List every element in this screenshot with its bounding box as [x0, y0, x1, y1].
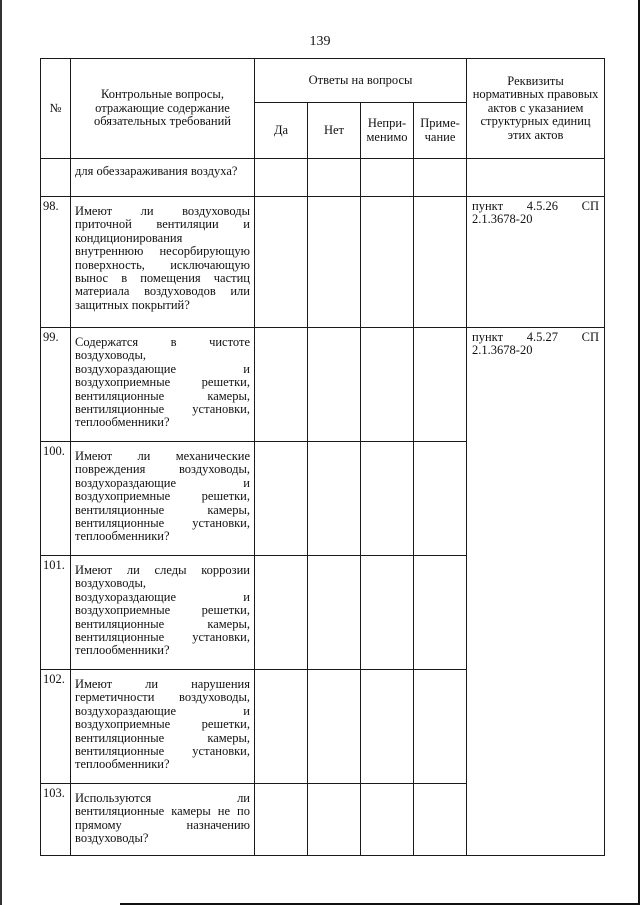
checklist-table: [40, 58, 605, 856]
answer-no-cell[interactable]: [308, 328, 361, 442]
header-requisites: Реквизиты нормативных правовых актов с указанием структурных единиц этих актов: [467, 59, 605, 159]
header-yes: Да: [255, 103, 308, 159]
answer-not-applicable-cell[interactable]: [361, 784, 414, 856]
answer-note-cell[interactable]: [414, 556, 467, 670]
answer-yes-cell[interactable]: [255, 328, 308, 442]
question-text: Имеют ли воздуховоды приточной вентиляции и кондиционирования внутреннюю несорбирующую поверхность, исключающую вынос в помещения частиц материала воздуховодов или защитных покрытий?: [71, 197, 255, 328]
question-text: Содержатся в чистоте воздуховоды, воздухораздающие и воздухоприемные решетки, вентиляционные камеры, вентиляционные установки, теплообменники?: [71, 328, 255, 442]
header-answers: Ответы на вопросы: [255, 59, 467, 103]
row-number: 99.: [41, 328, 71, 442]
question-text: Используются ли вентиляционные камеры не по прямому назначению воздуховоды?: [71, 784, 255, 856]
question-text: Имеют ли нарушения герметичности воздуховоды, воздухораздающие и воздухоприемные решетки, вентиляционные камеры, вентиляционные установки, теплообменники?: [71, 670, 255, 784]
row-number: 102.: [41, 670, 71, 784]
row-number: 98.: [41, 197, 71, 328]
answer-not-applicable-cell[interactable]: [361, 670, 414, 784]
answer-no-cell[interactable]: [308, 784, 361, 856]
answer-not-applicable-cell[interactable]: [361, 442, 414, 556]
question-text: Имеют ли механические повреждения воздуховоды, воздухораздающие и воздухоприемные решетки, вентиляционные камеры, вентиляционные установки, теплообменники?: [71, 442, 255, 556]
header-no: Нет: [308, 103, 361, 159]
answer-not-applicable-cell[interactable]: [361, 556, 414, 670]
row-number: 103.: [41, 784, 71, 856]
header-note: Приме- чание: [414, 103, 467, 159]
row-number: 101.: [41, 556, 71, 670]
answer-note-cell[interactable]: [414, 784, 467, 856]
answer-no-cell[interactable]: [308, 442, 361, 556]
answer-no-cell[interactable]: [308, 556, 361, 670]
requisite-cell: пункт 4.5.27 СП 2.1.3678-20: [467, 328, 605, 856]
page-number: 139: [309, 34, 331, 49]
table-row: [41, 328, 605, 442]
header-questions: Контрольные вопросы, отражающие содержание обязательных требований: [71, 59, 255, 159]
table-row: [41, 159, 605, 197]
answer-no-cell[interactable]: [308, 197, 361, 328]
answer-yes-cell[interactable]: [255, 670, 308, 784]
question-text: Имеют ли следы коррозии воздуховоды, воздухораздающие и воздухоприемные решетки, вентиляционные камеры, вентиляционные установки, теплообменники?: [71, 556, 255, 670]
answer-note-cell[interactable]: [414, 442, 467, 556]
answer-no-cell[interactable]: [308, 159, 361, 197]
answer-note-cell[interactable]: [414, 670, 467, 784]
answer-yes-cell[interactable]: [255, 197, 308, 328]
scan-edge-left: [0, 0, 2, 905]
answer-note-cell[interactable]: [414, 159, 467, 197]
row-number: [41, 159, 71, 197]
answer-not-applicable-cell[interactable]: [361, 197, 414, 328]
answer-yes-cell[interactable]: [255, 784, 308, 856]
table-row: [41, 197, 605, 328]
answer-yes-cell[interactable]: [255, 556, 308, 670]
answer-yes-cell[interactable]: [255, 442, 308, 556]
header-number: №: [41, 59, 71, 159]
answer-not-applicable-cell[interactable]: [361, 159, 414, 197]
answer-note-cell[interactable]: [414, 328, 467, 442]
answer-no-cell[interactable]: [308, 670, 361, 784]
requisite-cell: пункт 4.5.26 СП 2.1.3678-20: [467, 197, 605, 328]
question-text: для обеззараживания воздуха?: [71, 159, 255, 197]
row-number: 100.: [41, 442, 71, 556]
answer-not-applicable-cell[interactable]: [361, 328, 414, 442]
answer-yes-cell[interactable]: [255, 159, 308, 197]
requisite-cell: [467, 159, 605, 197]
header-not-applicable: Непри- менимо: [361, 103, 414, 159]
answer-note-cell[interactable]: [414, 197, 467, 328]
